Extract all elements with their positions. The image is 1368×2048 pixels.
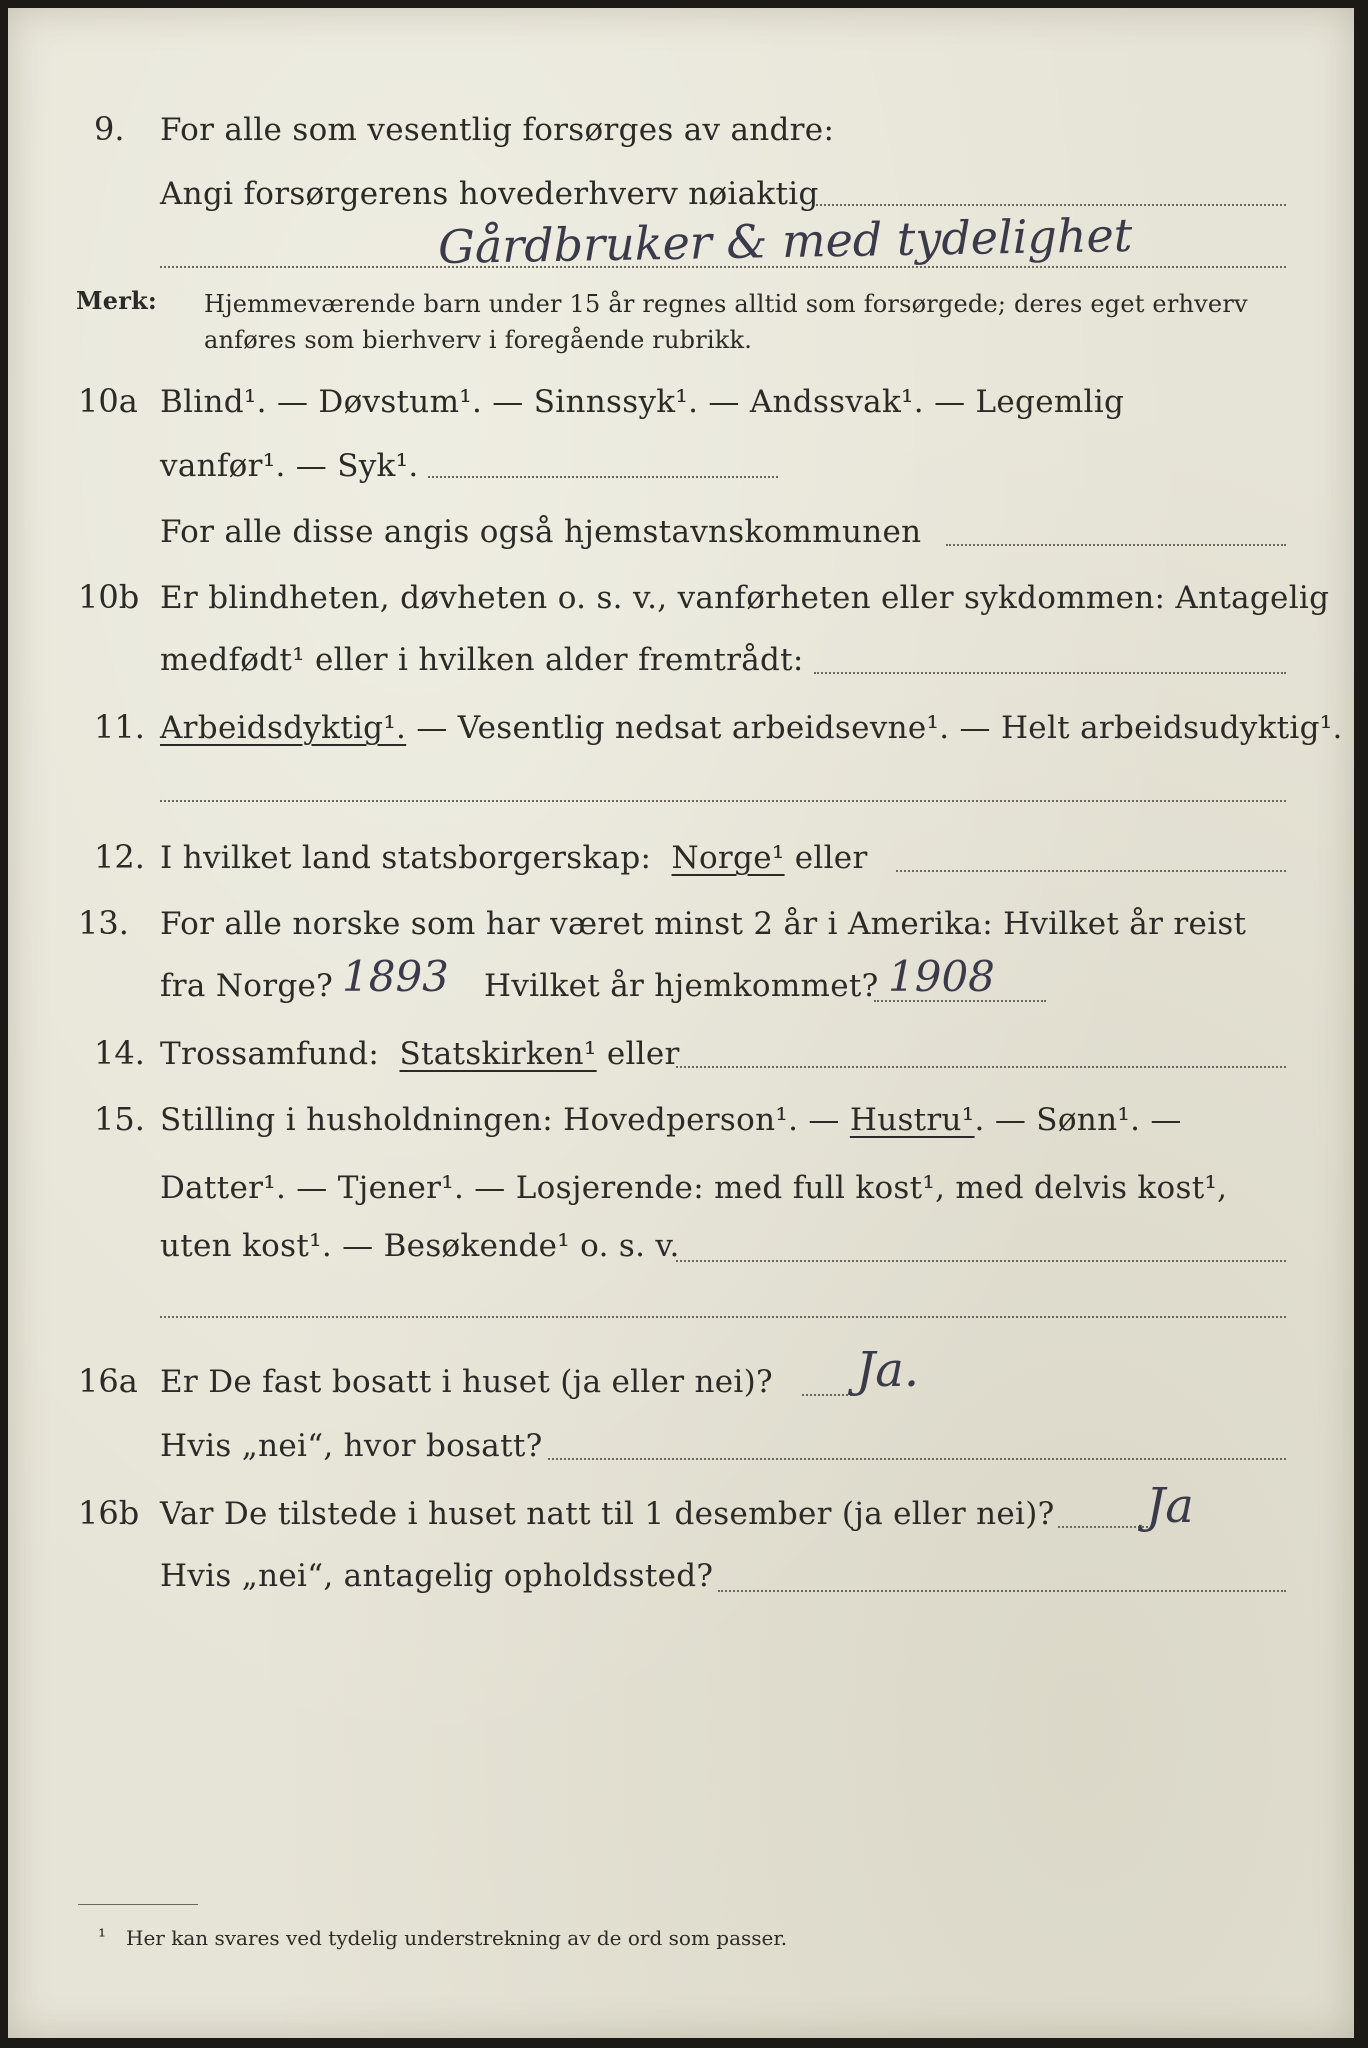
q11-rest: — Vesentlig nedsat arbeidsevne¹. — Helt arbeidsudyktig¹. <box>406 710 1343 746</box>
q16b-line-fill <box>1058 1524 1148 1528</box>
q10b-line1: Er blindheten, døvheten o. s. v., vanførheten eller sykdommen: Antagelig <box>160 580 1330 616</box>
q9-line2: Angi forsørgerens hovederhverv nøiaktig <box>160 176 819 212</box>
merk-line2: anføres som bierhverv i foregående rubrikk. <box>204 326 753 354</box>
merk-label: Merk: <box>76 286 157 315</box>
q10a-syk-line <box>428 474 778 478</box>
q15-line1a: Stilling i husholdningen: Hovedperson¹. — <box>160 1102 840 1138</box>
q10b-line2: medfødt¹ eller i hvilken alder fremtrådt: <box>160 642 804 678</box>
q16a-line2-fill <box>548 1456 1286 1460</box>
q15-underlined-option[interactable]: Hustru¹ <box>849 1102 975 1138</box>
q16a-line1: Er De fast bosatt i huset (ja eller nei)? <box>160 1364 773 1400</box>
q16a-handwritten-answer[interactable]: Ja. <box>856 1342 920 1398</box>
q16b-line1: Var De tilstede i huset natt til 1 desember (ja eller nei)? <box>160 1496 1055 1532</box>
q12-underlined-option[interactable]: Norge¹ <box>671 840 785 876</box>
q10a-line2: vanfør¹. — Syk¹. <box>160 448 419 484</box>
q12-tail: eller <box>794 840 868 876</box>
q11-line <box>160 710 1343 746</box>
q10b-line <box>814 670 1286 674</box>
q11-number: 11. <box>94 708 145 746</box>
q11-answer-line <box>160 798 1286 802</box>
census-form-page <box>8 8 1354 2038</box>
q12-line <box>160 840 868 876</box>
q9-line1: For alle som vesentlig forsørges av andre: <box>160 112 835 148</box>
q9-number: 9. <box>94 110 125 148</box>
q12-line-fill <box>896 868 1286 872</box>
q10a-number: 10a <box>78 382 138 420</box>
footnote-text: Her kan svares ved tydelig understrekning av de ord som passer. <box>126 1926 788 1950</box>
q16a-line2: Hvis „nei“, hvor bosatt? <box>160 1428 543 1464</box>
q16b-line2-fill <box>718 1588 1286 1592</box>
q16b-handwritten-answer[interactable]: Ja <box>1146 1478 1194 1534</box>
q13-line1: For alle norske som har været minst 2 år i Amerika: Hvilket år reist <box>160 906 1247 942</box>
q15-line-fill <box>676 1258 1286 1262</box>
q11-underlined-option[interactable]: Arbeidsdyktig¹. <box>160 710 407 746</box>
q16a-line-fill <box>802 1392 852 1396</box>
q14-line-fill <box>676 1064 1286 1068</box>
q14-text: Trossamfund: <box>160 1036 380 1072</box>
q13-line2b: Hvilket år hjemkommet? <box>484 968 879 1004</box>
q16b-number: 16b <box>78 1494 140 1532</box>
q15-line2: Datter¹. — Tjener¹. — Losjerende: med full kost¹, med delvis kost¹, <box>160 1170 1228 1206</box>
q14-underlined-option[interactable]: Statskirken¹ <box>399 1036 597 1072</box>
q10a-line1: Blind¹. — Døvstum¹. — Sinnssyk¹. — Andssvak¹. — Legemlig <box>160 384 1125 420</box>
q15-number: 15. <box>94 1100 145 1138</box>
footnote-rule <box>78 1902 198 1905</box>
q13-line2a: fra Norge? <box>160 968 334 1004</box>
q15-line1b: . — Sønn¹. — <box>974 1102 1182 1138</box>
q13-year-left[interactable]: 1893 <box>342 952 449 1001</box>
q10b-number: 10b <box>78 578 140 616</box>
q16b-line2: Hvis „nei“, antagelig opholdssted? <box>160 1558 714 1594</box>
q10a-line3: For alle disse angis også hjemstavnskommunen <box>160 514 922 550</box>
q13-year-returned[interactable]: 1908 <box>888 952 995 1001</box>
q9-dotted-line <box>816 202 1286 206</box>
q15-line1 <box>160 1102 1182 1138</box>
q15-answer-line <box>160 1314 1286 1318</box>
q14-number: 14. <box>94 1034 145 1072</box>
merk-line1: Hjemmeværende barn under 15 år regnes alltid som forsørgede; deres eget erhverv <box>204 290 1248 318</box>
footnote-mark: ¹ <box>98 1924 107 1948</box>
q16a-number: 16a <box>78 1362 138 1400</box>
q12-number: 12. <box>94 838 145 876</box>
q14-line <box>160 1036 680 1072</box>
q9-handwritten-answer[interactable]: Gårdbruker & med tydelighet <box>437 207 1133 275</box>
q14-tail: eller <box>606 1036 680 1072</box>
q12-text: I hvilket land statsborgerskap: <box>160 840 652 876</box>
q10a-hjemstavn-line <box>946 542 1286 546</box>
q13-number: 13. <box>78 904 129 942</box>
q15-line3: uten kost¹. — Besøkende¹ o. s. v. <box>160 1228 680 1264</box>
